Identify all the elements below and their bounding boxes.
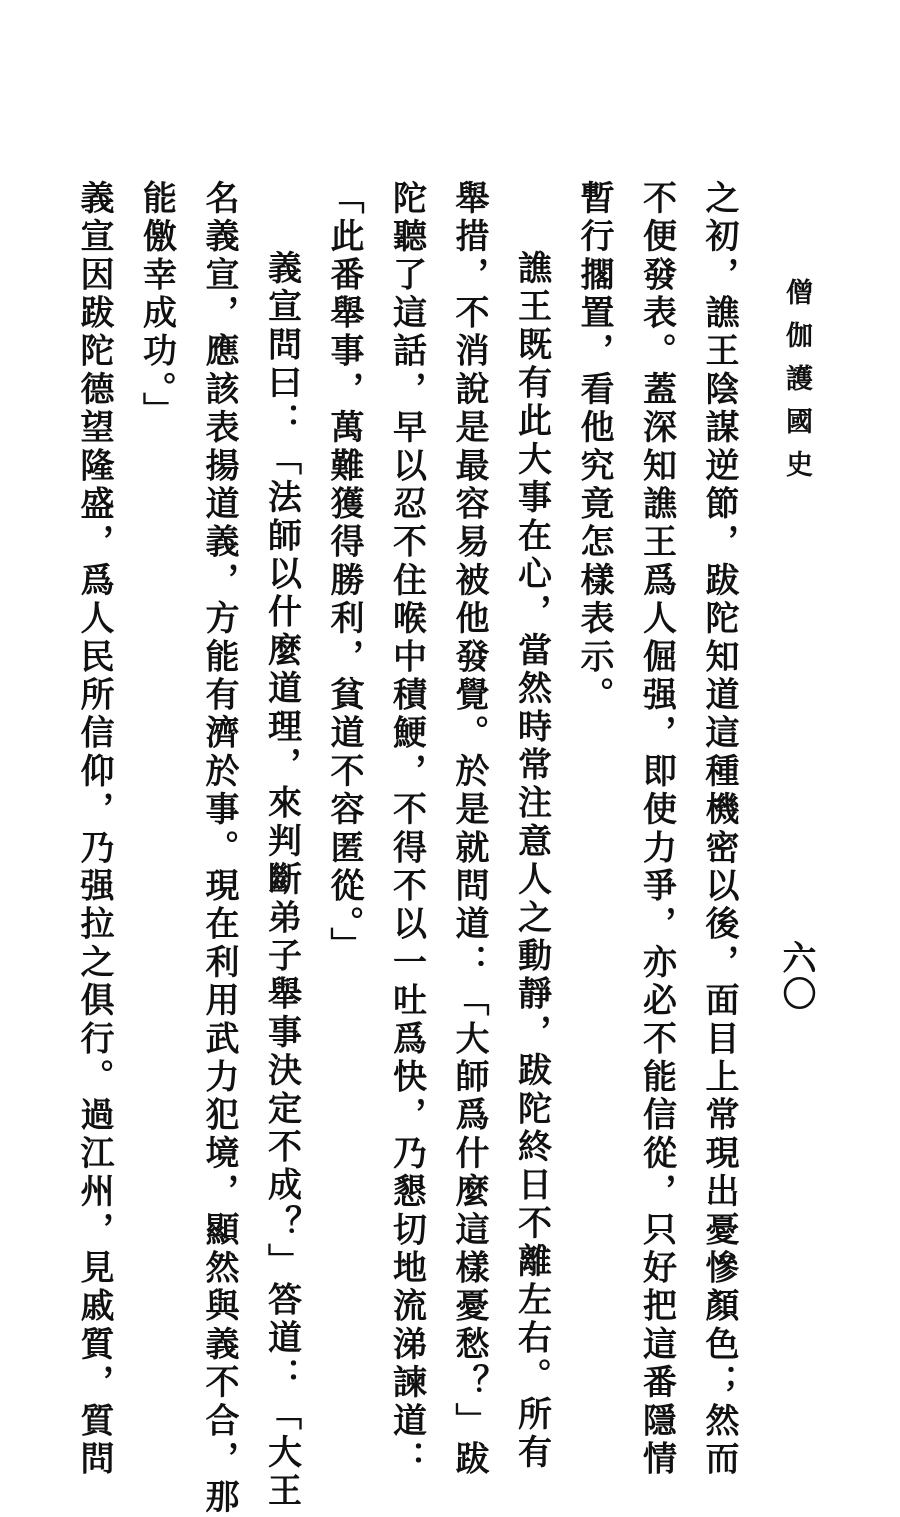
text-column: 陀聽了這話，早以忍不住喉中積鯁，不得不以一吐爲快，乃懇切地流涕諫道： — [386, 180, 427, 1479]
text-column-paragraph-start: 譙王既有此大事在心，當然時常注意人之動靜，跋陀終日不離左右。所有 — [511, 250, 552, 1473]
text-column: 暫行擱置，看他究竟怎樣表示。 — [574, 180, 614, 715]
running-title: 僧伽護國史 — [781, 278, 812, 493]
text-column-paragraph-start: 義宣問曰：「法師以什麼道理，來判斷弟子舉事決定不成？」答道：「大王 — [261, 250, 302, 1511]
text-column: 舉措，不消說是最容易被他發覺。於是就問道：「大師爲什麼這樣憂愁？」跋 — [449, 180, 489, 1479]
page-number: 六〇 — [776, 940, 816, 1012]
text-column: 能儌幸成功。」 — [136, 180, 177, 431]
text-column: 義宣因跋陀德望隆盛，爲人民所信仰，乃强拉之俱行。過江州，見戚質，質問 — [74, 180, 114, 1479]
text-column: 「此番舉事，萬難獲得勝利，貧道不容匿從。」 — [324, 180, 364, 966]
text-column: 名義宣，應該表揚道義，方能有濟於事。現在利用武力犯境，顯然與義不合，那 — [199, 180, 239, 1517]
body-text — [63, 180, 751, 1517]
text-column: 不便發表。蓋深知譙王爲人倔强，即使力爭，亦必不能信從，只好把這番隱情 — [636, 180, 677, 1479]
text-column: 之初，譙王陰謀逆節，跋陀知道這種機密以後，面目上常現出憂慘顏色；然而 — [699, 180, 739, 1479]
